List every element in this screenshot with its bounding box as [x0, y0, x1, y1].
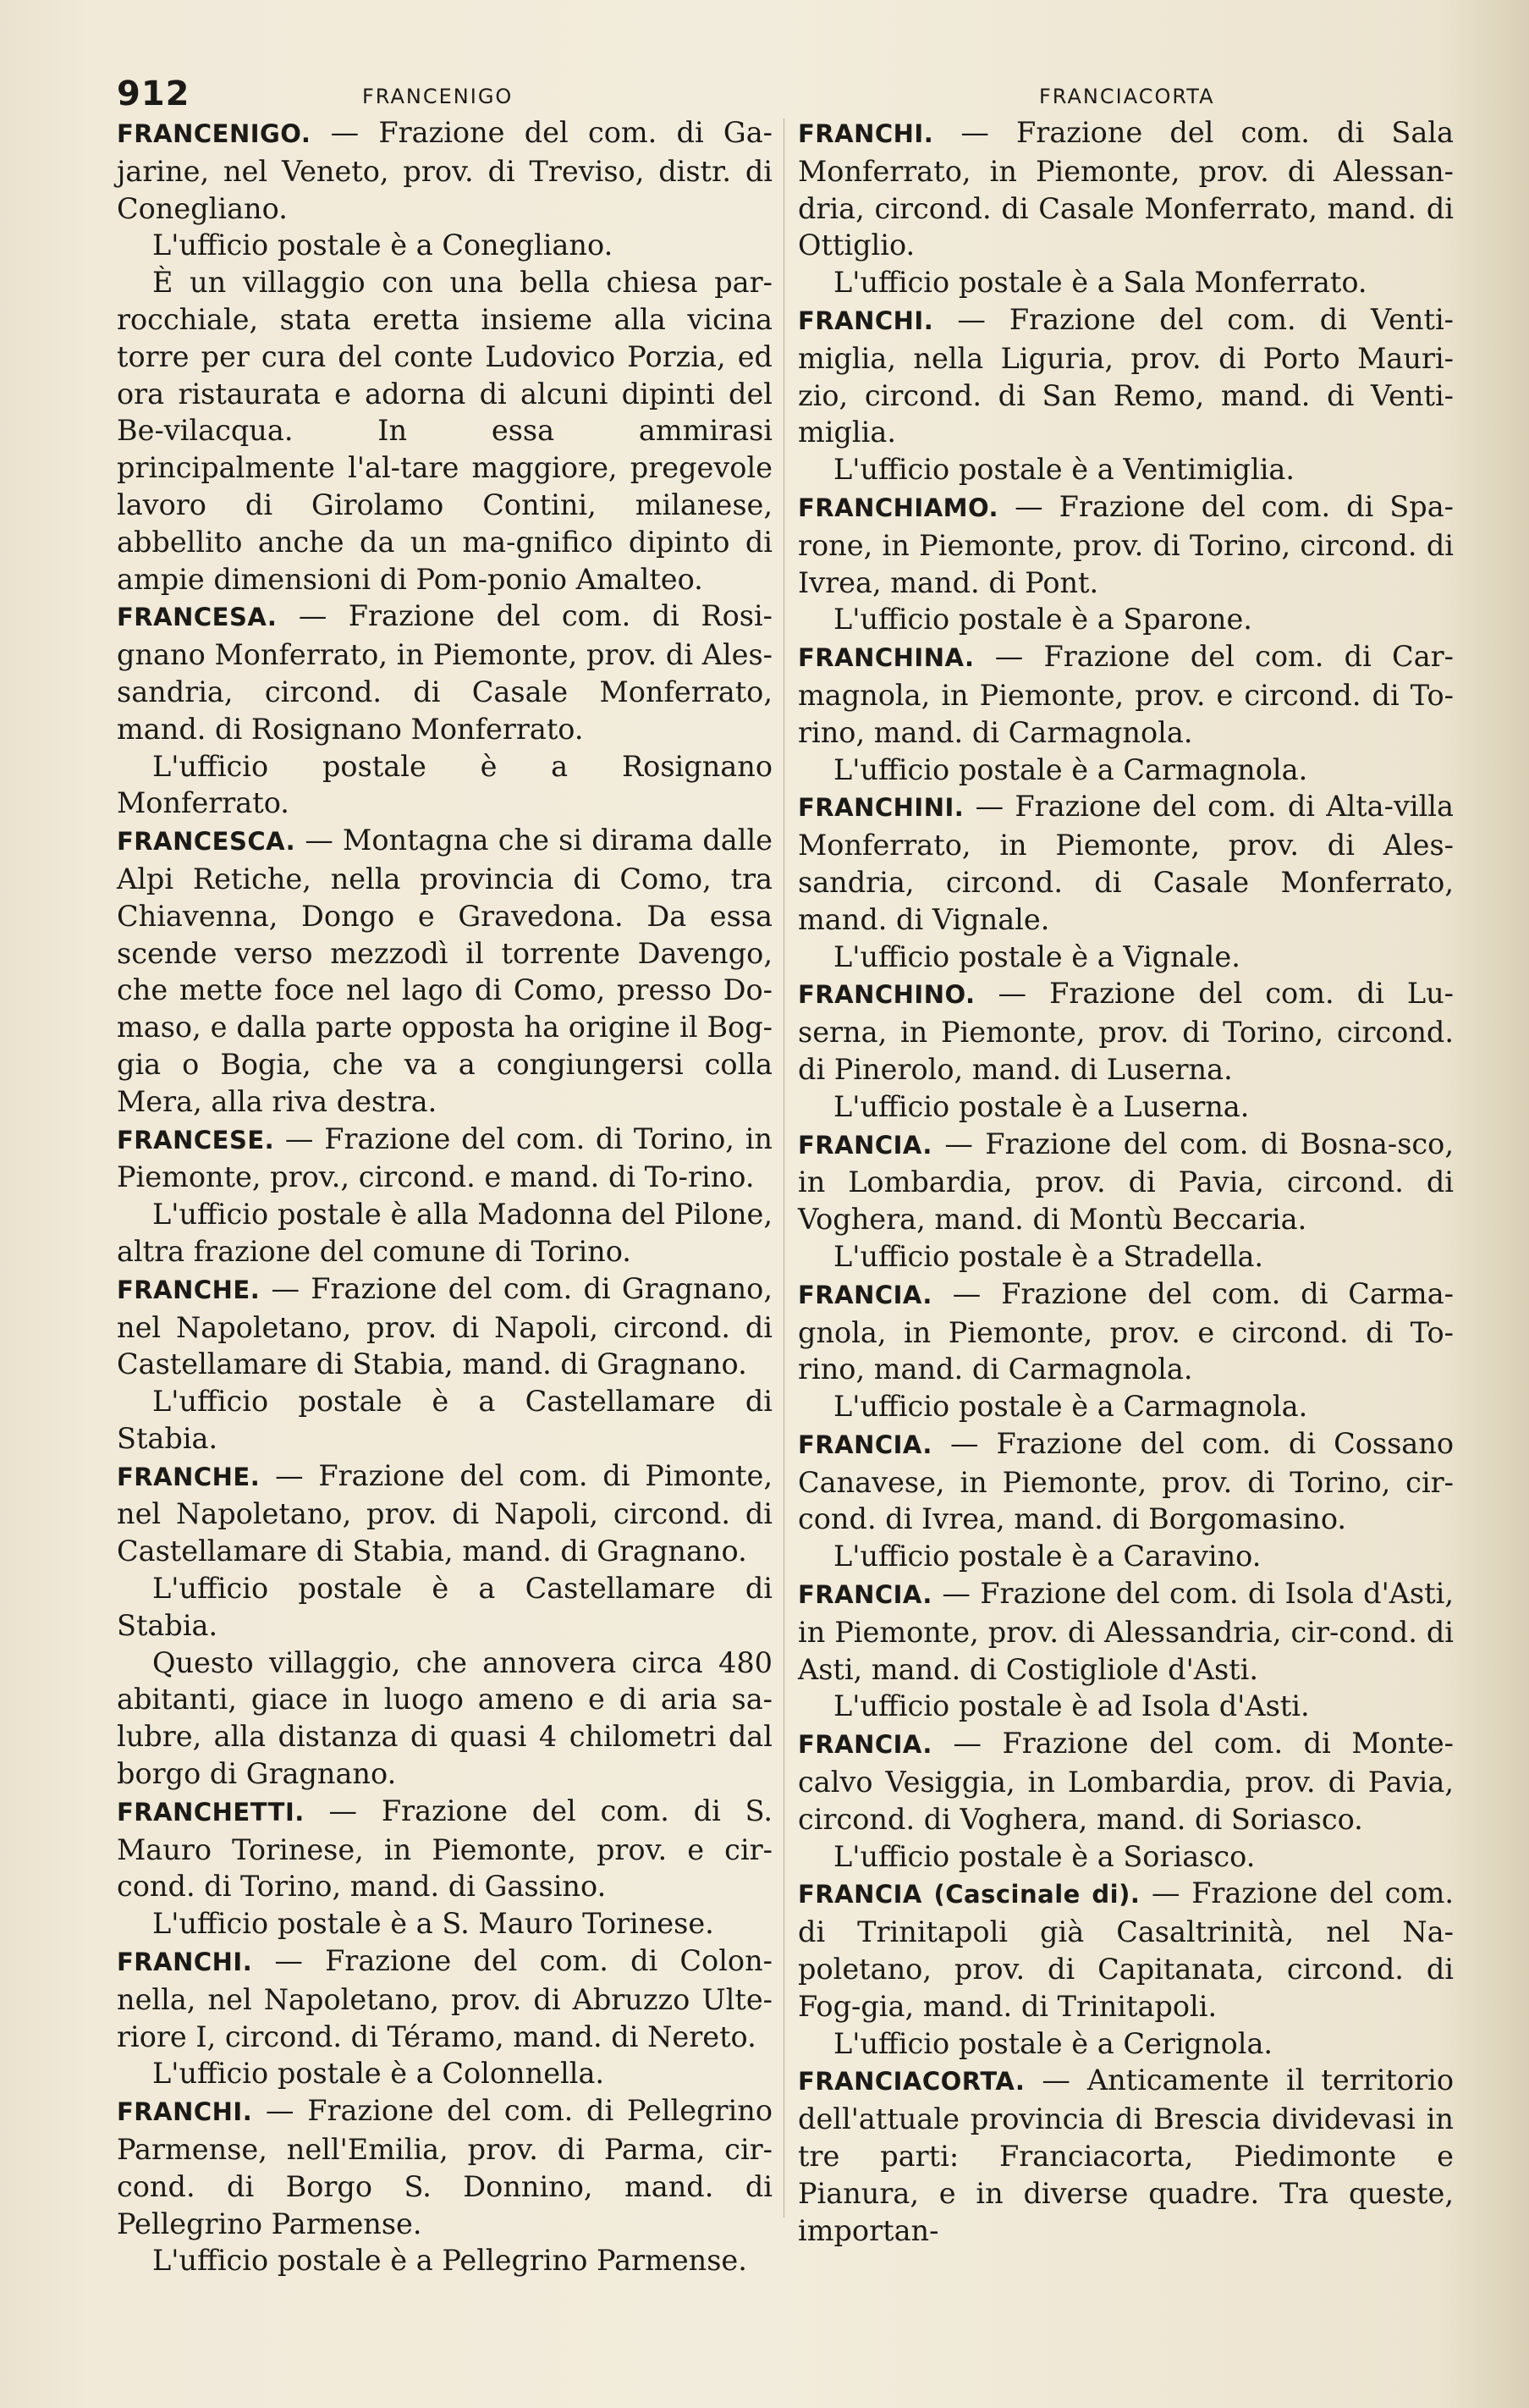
dictionary-entry — [798, 1875, 1454, 2025]
entry-headword: FRANCHINI. — [798, 793, 965, 823]
entry-text: — Frazione del com. di Sala Monferrato, in Piemonte, prov. di Alessan-dria, circond. di Casale Monferrato, mand. di Ottiglio. — [798, 116, 1454, 262]
entry-note — [798, 1838, 1454, 1876]
note-text: L'ufficio postale è a Sparone. — [833, 603, 1252, 636]
note-text: L'ufficio postale è a Luserna. — [833, 1089, 1250, 1123]
entry-headword: FRANCESE. — [117, 1125, 275, 1154]
entry-note — [117, 227, 773, 264]
entry-headword: FRANCHIAMO. — [798, 493, 999, 522]
dictionary-entry — [798, 1575, 1454, 1688]
dictionary-entry — [798, 1425, 1454, 1538]
entry-note — [798, 2025, 1454, 2063]
note-text: L'ufficio postale è a S. Mauro Torinese. — [152, 1907, 714, 1941]
note-text: L'ufficio postale è a Carmagnola. — [833, 752, 1308, 786]
note-text: L'ufficio postale è a Stradella. — [833, 1239, 1264, 1273]
entry-headword: FRANCIA. — [798, 1130, 932, 1160]
entry-text: — Frazione del com. di Ga-jarine, nel Veneto, prov. di Treviso, distr. di Conegliano. — [117, 116, 773, 225]
note-text: L'ufficio postale è a Cerignola. — [833, 2026, 1273, 2060]
dictionary-entry — [798, 638, 1454, 751]
entry-text: — Frazione del com. di Monte-calvo Vesiggia, in Lombardia, prov. di Pavia, circond. di Voghera, mand. di Soriasco. — [798, 1727, 1454, 1836]
entry-text: — Frazione del com. di Car-magnola, in Piemonte, prov. e circond. di To-rino, mand. di Carmagnola. — [798, 640, 1454, 749]
dictionary-entry — [117, 1457, 773, 1570]
entry-note — [798, 1088, 1454, 1126]
entry-headword: FRANCHI. — [798, 306, 934, 335]
note-text: L'ufficio postale è a Vignale. — [833, 940, 1240, 973]
entry-note — [117, 1570, 773, 1645]
entry-note — [798, 1688, 1454, 1725]
dictionary-entry — [798, 975, 1454, 1088]
entry-text: — Frazione del com. di Torino, in Piemonte, prov., circond. e mand. di To-rino. — [117, 1121, 773, 1194]
entry-text: — Frazione del com. di Spa-rone, in Piemonte, prov. di Torino, circond. di Ivrea, mand. di Pont. — [798, 489, 1454, 599]
note-text: L'ufficio postale è a Pellegrino Parmense. — [152, 2244, 747, 2278]
note-text: L'ufficio postale è a Soriasco. — [833, 1839, 1256, 1873]
entry-headword: FRANCIACORTA. — [798, 2067, 1026, 2097]
entry-headword: FRANCIA (Cascinale di). — [798, 1880, 1141, 1909]
entry-text: — Frazione del com. di Alta-villa Monferrato, in Piemonte, prov. di Ales-sandria, circond. di Casale Monferrato, mand. di Vignale. — [798, 790, 1454, 936]
entry-note — [798, 1238, 1454, 1276]
right-column — [798, 114, 1454, 2249]
entry-headword: FRANCESA. — [117, 603, 278, 632]
entry-text: — Montagna che si dirama dalle Alpi Retiche, nella provincia di Como, tra Chiavenna, Dongo e Gravedona. Da essa scende verso mezzodì il torrente Davengo, che mette foce nel lago di Como, presso Do-maso, e dalla parte opposta ha origine il Bog-gia o Bogia, che va a congiungersi colla Mera, alla riva destra. — [117, 824, 773, 1118]
dictionary-entry — [117, 822, 773, 1120]
entry-note — [798, 451, 1454, 488]
note-text: L'ufficio postale è ad Isola d'Asti. — [833, 1689, 1310, 1723]
entry-text: — Frazione del com. di Bosna-sco, in Lombardia, prov. di Pavia, circond. di Voghera, mand. di Montù Beccaria. — [798, 1127, 1454, 1237]
entry-text: — Frazione del com. di Trinitapoli già Casaltrinità, nel Na-poletano, prov. di Capitanata, circond. di Fog-gia, mand. di Trinitapoli. — [798, 1876, 1454, 2023]
entry-headword: FRANCIA. — [798, 1730, 932, 1760]
note-text: L'ufficio postale è a Ventimiglia. — [833, 453, 1295, 487]
entry-headword: FRANCHI. — [117, 2097, 253, 2127]
entry-note — [798, 939, 1454, 976]
entry-text: — Frazione del com. di Lu-serna, in Piemonte, prov. di Torino, circond. di Pinerolo, mand. di Luserna. — [798, 977, 1454, 1086]
note-text: È un villaggio con una bella chiesa par-rocchiale, stata eretta insieme alla vicina torre per cura del conte Ludovico Porzia, ed ora ristaurata e adorna di alcuni dipinti del Be-vilacqua. In essa ammirasi principalmente l'al-tare maggiore, pregevole lavoro di Girolamo Contini, milanese, abbellito anche da un ma-gnifico dipinto di ampie dimensioni di Pom-ponio Amalteo. — [117, 266, 773, 596]
dictionary-entry — [117, 1793, 773, 1905]
entry-headword: FRANCHE. — [117, 1462, 261, 1491]
entry-text: — Anticamente il territorio dell'attuale provincia di Brescia dividevasi in tre parti: Franciacorta, Piedimonte e Pianura, e in diverse quadre. Tra queste, importan- — [798, 2064, 1454, 2247]
entry-note — [798, 752, 1454, 789]
entry-note — [798, 1388, 1454, 1425]
dictionary-entry — [798, 1126, 1454, 1238]
entry-note — [117, 1645, 773, 1793]
entry-headword: FRANCIA. — [798, 1580, 932, 1610]
entry-headword: FRANCHINO. — [798, 980, 976, 1010]
entry-headword: FRANCHETTI. — [117, 1797, 305, 1827]
right-running-head: FRANCIACORTA — [1039, 85, 1215, 108]
note-text: L'ufficio postale è a Carmagnola. — [833, 1390, 1308, 1424]
entry-headword: FRANCHI. — [798, 119, 934, 148]
entry-text: — Frazione del com. di Gragnano, nel Napoletano, prov. di Napoli, circond. di Castellamare di Stabia, mand. di Gragnano. — [117, 1271, 773, 1381]
dictionary-entry — [798, 301, 1454, 451]
note-text: L'ufficio postale è alla Madonna del Pilone, altra frazione del comune di Torino. — [117, 1198, 773, 1268]
entry-headword: FRANCHINA. — [798, 643, 975, 673]
dictionary-entry — [798, 2062, 1454, 2249]
entry-note — [798, 1538, 1454, 1575]
entry-headword: FRANCIA. — [798, 1430, 932, 1459]
dictionary-entry — [798, 788, 1454, 938]
entry-note — [117, 1905, 773, 1942]
entry-headword: FRANCESCA. — [117, 827, 296, 857]
dictionary-entry — [117, 114, 773, 227]
left-running-head: FRANCENIGO — [362, 85, 514, 108]
note-text: L'ufficio postale è a Caravino. — [833, 1540, 1262, 1573]
note-text: L'ufficio postale è a Rosignano Monferrato. — [117, 749, 773, 820]
dictionary-entry — [117, 2092, 773, 2242]
entry-text: — Frazione del com. di Pimonte, nel Napoletano, prov. di Napoli, circond. di Castellamare di Stabia, mand. di Gragnano. — [117, 1458, 773, 1568]
entry-text: — Frazione del com. di Venti-miglia, nella Liguria, prov. di Porto Mauri-zio, circond. di San Remo, mand. di Venti-miglia. — [798, 302, 1454, 449]
left-column — [117, 114, 773, 2279]
dictionary-entry — [117, 1270, 773, 1383]
note-text: L'ufficio postale è a Conegliano. — [152, 229, 613, 262]
dictionary-entry — [798, 114, 1454, 264]
entry-headword: FRANCHE. — [117, 1275, 261, 1304]
note-text: Questo villaggio, che annovera circa 480 abitanti, giace in luogo ameno e di aria sa-lubre, alla distanza di quasi 4 chilometri dal borgo di Gragnano. — [117, 1645, 773, 1791]
entry-text: — Frazione del com. di Carma-gnola, in Piemonte, prov. e circond. di To-rino, mand. di Carmagnola. — [798, 1276, 1454, 1386]
entry-note — [798, 601, 1454, 638]
entry-headword: FRANCIA. — [798, 1280, 932, 1309]
note-text: L'ufficio postale è a Castellamare di Stabia. — [117, 1385, 773, 1455]
entry-text: — Frazione del com. di Cossano Canavese, in Piemonte, prov. di Torino, cir-cond. di Ivrea, mand. di Borgomasino. — [798, 1426, 1454, 1536]
note-text: L'ufficio postale è a Sala Monferrato. — [833, 266, 1367, 300]
dictionary-entry — [798, 1276, 1454, 1388]
entry-note — [117, 1196, 773, 1270]
entry-text: — Frazione del com. di Rosi-gnano Monferrato, in Piemonte, prov. di Ales-sandria, circond. di Casale Monferrato, mand. di Rosignano Monferrato. — [117, 599, 773, 746]
entry-note — [117, 1383, 773, 1457]
note-text: L'ufficio postale è a Castellamare di Stabia. — [117, 1572, 773, 1642]
entry-note — [117, 264, 773, 598]
entry-text: — Frazione del com. di S. Mauro Torinese, in Piemonte, prov. e cir-cond. di Torino, mand. di Gassino. — [117, 1794, 773, 1904]
entry-text: — Frazione del com. di Pellegrino Parmense, nell'Emilia, prov. di Parma, cir-cond. di Borgo S. Donnino, mand. di Pellegrino Parmense. — [117, 2094, 773, 2240]
dictionary-entry — [117, 598, 773, 747]
page-number: 912 — [117, 74, 190, 113]
dictionary-entry — [117, 1942, 773, 2055]
dictionary-entry — [798, 1725, 1454, 1838]
entry-headword: FRANCHI. — [117, 1948, 253, 1977]
dictionary-entry — [798, 488, 1454, 601]
entry-text: — Frazione del com. di Colon-nella, nel Napoletano, prov. di Abruzzo Ulte-riore I, circond. di Téramo, mand. di Nereto. — [117, 1944, 773, 2053]
entry-note — [117, 2242, 773, 2279]
note-text: L'ufficio postale è a Colonnella. — [152, 2057, 605, 2091]
page-header — [117, 74, 1454, 117]
entry-note — [798, 264, 1454, 301]
entry-text: — Frazione del com. di Isola d'Asti, in Piemonte, prov. di Alessandria, cir-cond. di Asti, mand. di Costigliole d'Asti. — [798, 1577, 1454, 1686]
dictionary-entry — [117, 1121, 773, 1197]
entry-note — [117, 2055, 773, 2092]
entry-note — [117, 748, 773, 823]
entry-headword: FRANCENIGO. — [117, 119, 311, 148]
